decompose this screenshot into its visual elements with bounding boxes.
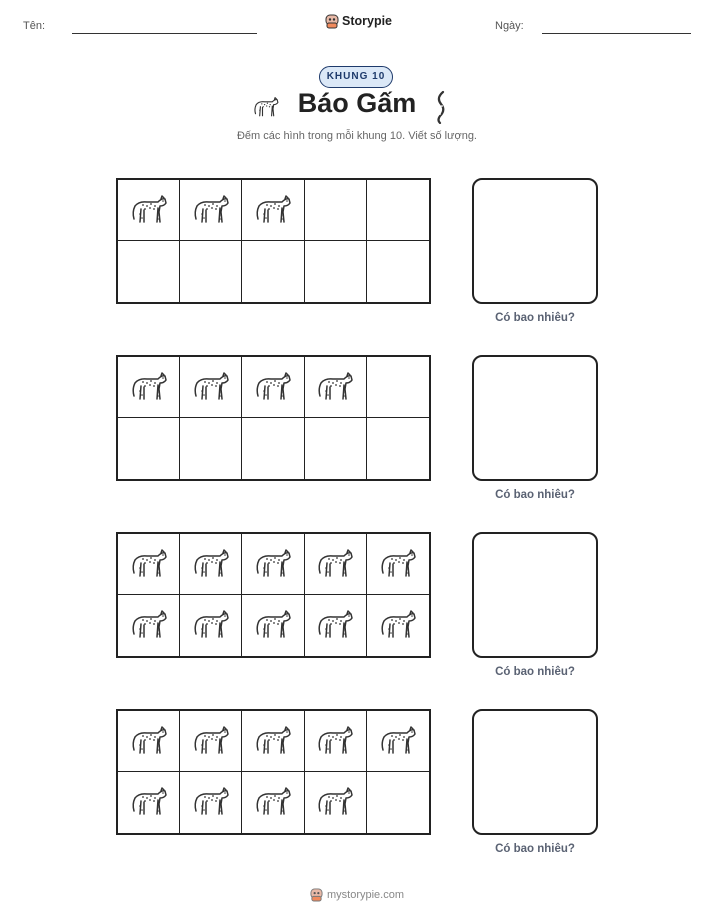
ten-frame-cell [367,180,429,241]
ten-frame-cell [118,357,180,418]
page-title: Báo Gấm [297,88,417,118]
answer-box[interactable] [472,355,598,481]
cheetah-icon [191,542,231,587]
ten-frame-cell [118,418,180,479]
storypie-mascot-icon [325,13,339,29]
ten-frame [116,709,431,835]
date-label: Ngày: [495,20,524,32]
ten-frame-cell [305,534,367,595]
cheetah-icon [253,365,293,410]
ten-frame-cell [242,534,304,595]
answer-box[interactable] [472,178,598,304]
ten-frame-cell [305,180,367,241]
cheetah-icon [253,719,293,764]
count-question: Có bao nhiêu? [495,312,575,324]
brand-name: Storypie [342,14,393,28]
topic-badge: KHUNG 10 [319,66,393,88]
cheetah-icon [253,603,293,648]
cheetah-icon [191,780,231,825]
cheetah-icon [191,603,231,648]
footer-url: mystorypie.com [326,888,405,901]
ten-frame-cell [242,711,304,772]
ten-frame-cell [367,241,429,302]
ten-frame-cell [242,357,304,418]
answer-box[interactable] [472,532,598,658]
name-line[interactable] [72,33,257,34]
cheetah-icon [129,542,169,587]
ten-frame-cell [180,711,242,772]
ten-frame-cell [367,711,429,772]
cheetah-icon [315,365,355,410]
cheetah-icon [315,719,355,764]
date-line[interactable] [542,33,691,34]
ten-frame-cell [305,595,367,656]
ten-frame-cell [180,357,242,418]
cheetah-icon [191,719,231,764]
ten-frame-cell [242,180,304,241]
ten-frame-cell [305,418,367,479]
ten-frame-cell [180,418,242,479]
cheetah-icon [191,188,231,233]
count-question: Có bao nhiêu? [495,489,575,501]
ten-frame-cell [367,772,429,833]
ten-frame-cell [180,180,242,241]
cheetah-icon [191,365,231,410]
cheetah-icon [253,188,293,233]
ten-frame [116,355,431,481]
cheetah-tail-icon [434,90,448,124]
ten-frame-cell [118,772,180,833]
cheetah-icon [378,542,418,587]
cheetah-icon [129,780,169,825]
name-label: Tên: [23,20,46,32]
ten-frame-cell [242,241,304,302]
brand-logo [325,13,392,29]
storypie-mascot-icon [310,887,323,902]
cheetah-icon [129,719,169,764]
ten-frame-cell [180,772,242,833]
answer-box[interactable] [472,709,598,835]
ten-frame-cell [118,595,180,656]
count-question: Có bao nhiêu? [495,666,575,678]
ten-frame-cell [367,357,429,418]
ten-frame [116,178,431,304]
ten-frame-cell [118,534,180,595]
ten-frame-cell [305,357,367,418]
ten-frame-cell [118,241,180,302]
ten-frame-cell [305,241,367,302]
ten-frame-cell [180,595,242,656]
ten-frame-cell [305,711,367,772]
ten-frame-cell [180,241,242,302]
cheetah-icon [129,365,169,410]
instructions: Đếm các hình trong mỗi khung 10. Viết số lượng. [236,130,477,142]
cheetah-icon [253,542,293,587]
cheetah-icon [378,719,418,764]
cheetah-icon [253,780,293,825]
ten-frame-cell [242,772,304,833]
ten-frame-cell [242,418,304,479]
count-question: Có bao nhiêu? [495,843,575,855]
footer [0,887,714,902]
ten-frame-cell [367,595,429,656]
cheetah-icon [315,780,355,825]
cheetah-icon [129,603,169,648]
ten-frame-cell [118,711,180,772]
ten-frame-cell [118,180,180,241]
ten-frame [116,532,431,658]
ten-frame-cell [242,595,304,656]
ten-frame-cell [367,534,429,595]
cheetah-icon [129,188,169,233]
cheetah-icon [378,603,418,648]
cheetah-icon [315,603,355,648]
cheetah-icon [315,542,355,587]
ten-frame-cell [305,772,367,833]
ten-frame-cell [180,534,242,595]
ten-frame-cell [367,418,429,479]
